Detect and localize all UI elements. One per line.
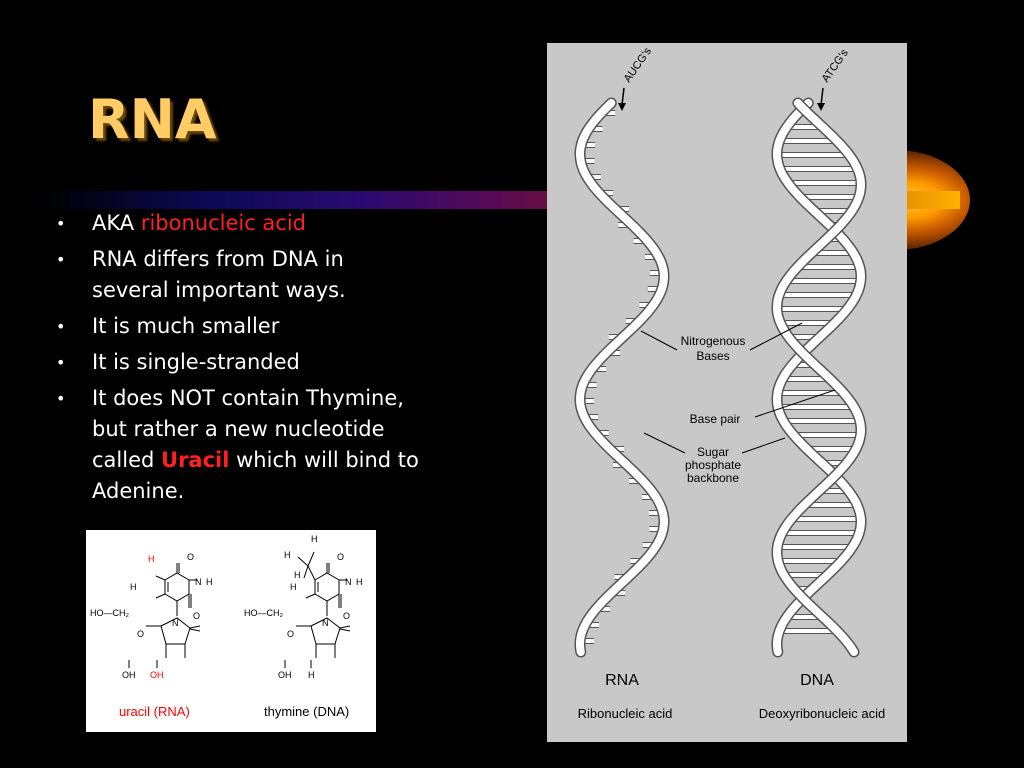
bullet-dot: • (56, 214, 66, 233)
uracil-h-n3: H (206, 577, 213, 587)
rna-helix (580, 103, 664, 652)
uracil-ring-o: O (137, 629, 145, 639)
highlighted-term: Uracil (161, 448, 230, 472)
bullet-item (56, 311, 426, 342)
thymine-h-top: H (311, 534, 318, 544)
bullet-dot: • (56, 353, 66, 372)
thymine-o-top: O (337, 552, 345, 562)
bullet-text: which will bind to Adenine. (92, 448, 419, 503)
bullet-item (56, 208, 426, 239)
label-sugar: Sugar (696, 445, 730, 459)
thymine-caption: thymine (DNA) (264, 704, 350, 719)
rna-top-arrowhead (618, 103, 626, 111)
uracil-n1: N (172, 618, 179, 628)
label-base-pair: Base pair (689, 412, 741, 426)
uracil-structure (146, 563, 200, 658)
bullet-dot: • (56, 389, 66, 408)
thymine-ring-o: O (287, 629, 295, 639)
bullet-text: AKA (92, 211, 141, 235)
helix-svg (547, 43, 907, 742)
bullet-item (56, 383, 426, 507)
rna-label: RNA (605, 672, 639, 689)
bullet-item (56, 244, 426, 306)
thymine-structure (296, 552, 350, 658)
dna-full-name: Deoxyribonucleic acid (758, 706, 886, 721)
label-phosphate: phosphate (684, 458, 742, 472)
rna-top-label: AUCG's (621, 45, 655, 85)
uracil-ho-ch2: HO—CH₂ (90, 608, 129, 618)
bullet-text: RNA differs from DNA in several important ways. (92, 247, 346, 302)
rna-full-name: Ribonucleic acid (577, 706, 673, 721)
thymine-ho-ch2: HO—CH₂ (244, 608, 283, 618)
bullet-text: It does NOT contain Thymine, but rather a new nucleotide called (92, 386, 404, 472)
label-backbone: backbone (686, 471, 740, 485)
dna-label: DNA (800, 672, 834, 689)
bullet-text: It is single-stranded (92, 350, 300, 374)
uracil-h-atom: H (148, 554, 155, 564)
bullet-dot: • (56, 317, 66, 336)
dna-top-arrow (821, 88, 823, 105)
uracil-n3: N (195, 577, 202, 587)
rna-dna-helix-figure (547, 43, 907, 742)
callout-bases-rna (641, 331, 677, 350)
uracil-caption: uracil (RNA) (119, 704, 190, 719)
thymine-h-c6: H (290, 582, 297, 592)
bullet-text: It is much smaller (92, 314, 280, 338)
chem-structures-svg (86, 530, 376, 732)
uracil-o-bottom: O (193, 611, 201, 621)
slide-title: RNA (88, 88, 217, 151)
thymine-n1: N (322, 618, 329, 628)
thymine-h-2: H (308, 670, 315, 680)
highlighted-term: ribonucleic acid (140, 211, 307, 235)
uracil-oh-3: OH (122, 670, 136, 680)
uracil-h-c6: H (130, 582, 137, 592)
thymine-h-n3: H (356, 577, 363, 587)
callout-sugar-rna (644, 433, 685, 453)
dna-top-arrowhead (817, 103, 825, 111)
thymine-oh-3: OH (278, 670, 292, 680)
label-nitrogenous: Nitrogenous (680, 334, 746, 348)
thymine-h-mid: H (294, 570, 301, 580)
rna-top-arrow (622, 88, 624, 105)
uracil-thymine-structures (86, 530, 376, 732)
uracil-oh-2: OH (150, 670, 164, 680)
dna-helix (777, 103, 861, 652)
dna-top-label: ATCG's (819, 47, 851, 85)
uracil-o-top: O (187, 552, 195, 562)
label-bases: Bases (696, 349, 730, 363)
bullet-dot: • (56, 250, 66, 269)
thymine-n3: N (345, 577, 352, 587)
bullet-list (56, 208, 426, 512)
thymine-h-left: H (284, 550, 291, 560)
bullet-item (56, 347, 426, 378)
callout-sugar-dna (742, 438, 785, 453)
thymine-o-bottom: O (343, 611, 351, 621)
